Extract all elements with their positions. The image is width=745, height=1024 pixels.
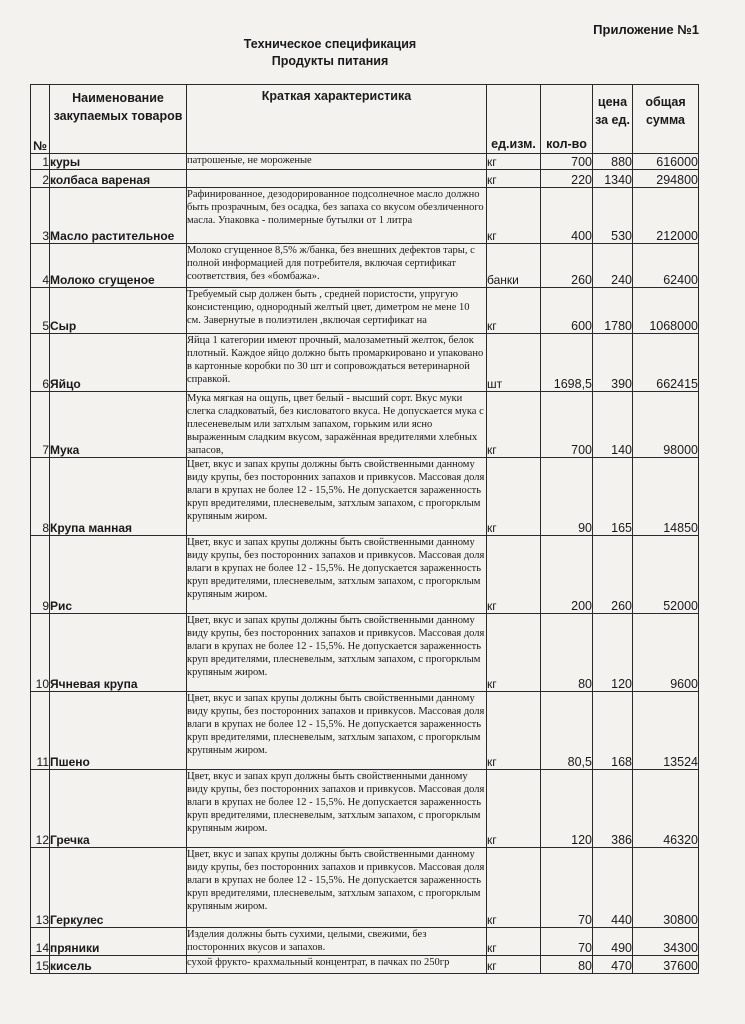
row-num: 11 xyxy=(31,692,50,770)
row-description: Цвет, вкус и запах круп должны быть свойственными данному виду крупы, без посторонних запахов и привкусов. Массовая доля влаги в крупах не более 12 - 15,5%. Не допускается зараженность круп вредителями, плесневелым, затхлым запахом, с прогорклым крупяным жиром. xyxy=(187,770,487,848)
row-num: 13 xyxy=(31,848,50,928)
row-description: Рафинированное, дезодорированное подсолнечное масло должно быть прозрачным, без осадка, без запаха со вкусом обезличенного масла. Упаковка - полимерные бутылки от 1 литра xyxy=(187,188,487,244)
row-unit: кг xyxy=(487,692,541,770)
row-total: 9600 xyxy=(633,614,699,692)
row-quantity: 80,5 xyxy=(541,692,593,770)
row-total: 13524 xyxy=(633,692,699,770)
table-row xyxy=(31,288,699,334)
row-quantity: 70 xyxy=(541,848,593,928)
row-price: 880 xyxy=(593,154,633,170)
specification-table xyxy=(30,84,699,974)
row-description: Изделия должны быть сухими, целыми, свежими, без посторонних вкусов и запахов. xyxy=(187,928,487,956)
row-price: 490 xyxy=(593,928,633,956)
row-quantity: 90 xyxy=(541,458,593,536)
row-name: пряники xyxy=(50,928,187,956)
row-quantity: 80 xyxy=(541,956,593,974)
row-price: 165 xyxy=(593,458,633,536)
row-unit: кг xyxy=(487,848,541,928)
table-row xyxy=(31,170,699,188)
row-num: 10 xyxy=(31,614,50,692)
table-header-row xyxy=(31,85,699,154)
table-row xyxy=(31,334,699,392)
table-row xyxy=(31,458,699,536)
row-price: 240 xyxy=(593,244,633,288)
row-total: 662415 xyxy=(633,334,699,392)
row-unit: кг xyxy=(487,770,541,848)
header-price: цена за ед. xyxy=(593,85,633,154)
row-num: 5 xyxy=(31,288,50,334)
row-description: Цвет, вкус и запах крупы должны быть свойственными данному виду крупы, без посторонних запахов и привкусов. Массовая доля влаги в крупах не более 12 - 15,5%. Не допускается зараженность круп вредителями, плесневелым, затхлым запахом, с прогорклым крупяным жиром. xyxy=(187,458,487,536)
row-unit: кг xyxy=(487,188,541,244)
row-name: колбаса вареная xyxy=(50,170,187,188)
header-num: № xyxy=(31,85,50,154)
row-quantity: 70 xyxy=(541,928,593,956)
header-quantity: кол-во xyxy=(541,85,593,154)
row-name: Сыр xyxy=(50,288,187,334)
header-name: Наименование закупаемых товаров xyxy=(50,85,187,154)
table-row xyxy=(31,536,699,614)
row-unit: кг xyxy=(487,614,541,692)
row-quantity: 220 xyxy=(541,170,593,188)
row-quantity: 600 xyxy=(541,288,593,334)
row-num: 3 xyxy=(31,188,50,244)
header-description: Краткая характеристика xyxy=(187,85,487,154)
table-row xyxy=(31,614,699,692)
row-unit: кг xyxy=(487,956,541,974)
row-num: 1 xyxy=(31,154,50,170)
row-name: Масло растительное xyxy=(50,188,187,244)
row-description: Требуемый сыр должен быть , средней пористости, упругую консистенцию, однородный желтый цвет, диметром не мене 10 см. Завернутые в полиэтилен ,включая сертификат на xyxy=(187,288,487,334)
row-num: 6 xyxy=(31,334,50,392)
table-row xyxy=(31,692,699,770)
row-total: 294800 xyxy=(633,170,699,188)
row-description: Яйца 1 категории имеют прочный, малозаметный желток, белок плотный. Каждое яйцо должно быть промаркировано и упаковано в картонные коробки по 30 шт и сопровождаться ветеринарной справкой. xyxy=(187,334,487,392)
row-price: 390 xyxy=(593,334,633,392)
row-price: 1780 xyxy=(593,288,633,334)
row-total: 212000 xyxy=(633,188,699,244)
row-name: Пшено xyxy=(50,692,187,770)
header-total: общая сумма xyxy=(633,85,699,154)
row-description: Цвет, вкус и запах крупы должны быть свойственными данному виду крупы, без посторонних запахов и привкусов. Массовая доля влаги в крупах не более 12 - 15,5%. Не допускается зараженность круп вредителями, плесневелым, затхлым запахом, с прогорклым крупяным жиром. xyxy=(187,614,487,692)
row-total: 616000 xyxy=(633,154,699,170)
row-name: Молоко сгущеное xyxy=(50,244,187,288)
row-name: Яйцо xyxy=(50,334,187,392)
row-price: 386 xyxy=(593,770,633,848)
row-description: патрошеные, не мороженые xyxy=(187,154,487,170)
row-num: 12 xyxy=(31,770,50,848)
row-price: 530 xyxy=(593,188,633,244)
row-total: 14850 xyxy=(633,458,699,536)
row-description: Молоко сгущенное 8,5% ж/банка, без внешних дефектов тары, с полной информацией для потребителя, включая сертификат соответствия, без «бомбажа». xyxy=(187,244,487,288)
header-unit: ед.изм. xyxy=(487,85,541,154)
row-name: Ячневая крупа xyxy=(50,614,187,692)
table-row xyxy=(31,928,699,956)
row-price: 260 xyxy=(593,536,633,614)
row-unit: кг xyxy=(487,170,541,188)
table-row xyxy=(31,244,699,288)
row-num: 2 xyxy=(31,170,50,188)
row-num: 8 xyxy=(31,458,50,536)
row-quantity: 700 xyxy=(541,392,593,458)
row-unit: кг xyxy=(487,536,541,614)
row-quantity: 700 xyxy=(541,154,593,170)
table-row xyxy=(31,770,699,848)
row-description: Цвет, вкус и запах крупы должны быть свойственными данному виду крупы, без посторонних запахов и привкусов. Массовая доля влаги в крупах не более 12 - 15,5%. Не допускается зараженность круп вредителями, плесневелым, затхлым запахом, с прогорклым крупяным жиром. xyxy=(187,848,487,928)
document-title xyxy=(0,36,660,70)
title-line-1: Техническое спецификация xyxy=(243,37,417,51)
row-total: 34300 xyxy=(633,928,699,956)
table-row xyxy=(31,392,699,458)
row-total: 1068000 xyxy=(633,288,699,334)
row-quantity: 260 xyxy=(541,244,593,288)
appendix-label: Приложение №1 xyxy=(593,22,699,37)
row-quantity: 120 xyxy=(541,770,593,848)
row-description: Цвет, вкус и запах крупы должны быть свойственными данному виду крупы, без посторонних запахов и привкусов. Массовая доля влаги в крупах не более 12 - 15,5%. Не допускается зараженность круп вредителями, плесневелым, затхлым запахом, с прогорклым крупяным жиром. xyxy=(187,536,487,614)
row-total: 62400 xyxy=(633,244,699,288)
row-price: 1340 xyxy=(593,170,633,188)
row-num: 9 xyxy=(31,536,50,614)
row-num: 7 xyxy=(31,392,50,458)
row-description: Мука мягкая на ощупь, цвет белый - высший сорт. Вкус муки слегка сладковатый, без кисловатого вкуса. Не допускается мука с плесеневелым или затхлым запахом, горьким или ясно выраженным сладким вкусом, заражённая вредителями хлебных запасов, xyxy=(187,392,487,458)
row-name: Мука xyxy=(50,392,187,458)
row-unit: банки xyxy=(487,244,541,288)
row-total: 98000 xyxy=(633,392,699,458)
row-name: Крупа манная xyxy=(50,458,187,536)
row-name: куры xyxy=(50,154,187,170)
row-num: 15 xyxy=(31,956,50,974)
row-unit: кг xyxy=(487,154,541,170)
row-num: 4 xyxy=(31,244,50,288)
row-unit: кг xyxy=(487,288,541,334)
row-description: Цвет, вкус и запах крупы должны быть свойственными данному виду крупы, без посторонних запахов и привкусов. Массовая доля влаги в крупах не более 12 - 15,5%. Не допускается зараженность круп вредителями, плесневелым, затхлым запахом, с прогорклым крупяным жиром. xyxy=(187,692,487,770)
row-quantity: 200 xyxy=(541,536,593,614)
row-description xyxy=(187,170,487,188)
row-unit: шт xyxy=(487,334,541,392)
row-total: 46320 xyxy=(633,770,699,848)
row-total: 30800 xyxy=(633,848,699,928)
title-line-2: Продукты питания xyxy=(271,54,389,68)
table-row xyxy=(31,188,699,244)
row-quantity: 1698,5 xyxy=(541,334,593,392)
row-price: 120 xyxy=(593,614,633,692)
table-row xyxy=(31,956,699,974)
row-num: 14 xyxy=(31,928,50,956)
row-unit: кг xyxy=(487,458,541,536)
row-name: кисель xyxy=(50,956,187,974)
row-price: 440 xyxy=(593,848,633,928)
row-name: Рис xyxy=(50,536,187,614)
row-name: Гречка xyxy=(50,770,187,848)
table-row xyxy=(31,154,699,170)
row-quantity: 80 xyxy=(541,614,593,692)
row-unit: кг xyxy=(487,392,541,458)
row-description: сухой фрукто- крахмальный концентрат, в пачках по 250гр xyxy=(187,956,487,974)
row-name: Геркулес xyxy=(50,848,187,928)
row-price: 470 xyxy=(593,956,633,974)
row-total: 37600 xyxy=(633,956,699,974)
row-unit: кг xyxy=(487,928,541,956)
row-quantity: 400 xyxy=(541,188,593,244)
row-price: 168 xyxy=(593,692,633,770)
row-total: 52000 xyxy=(633,536,699,614)
table-row xyxy=(31,848,699,928)
row-price: 140 xyxy=(593,392,633,458)
